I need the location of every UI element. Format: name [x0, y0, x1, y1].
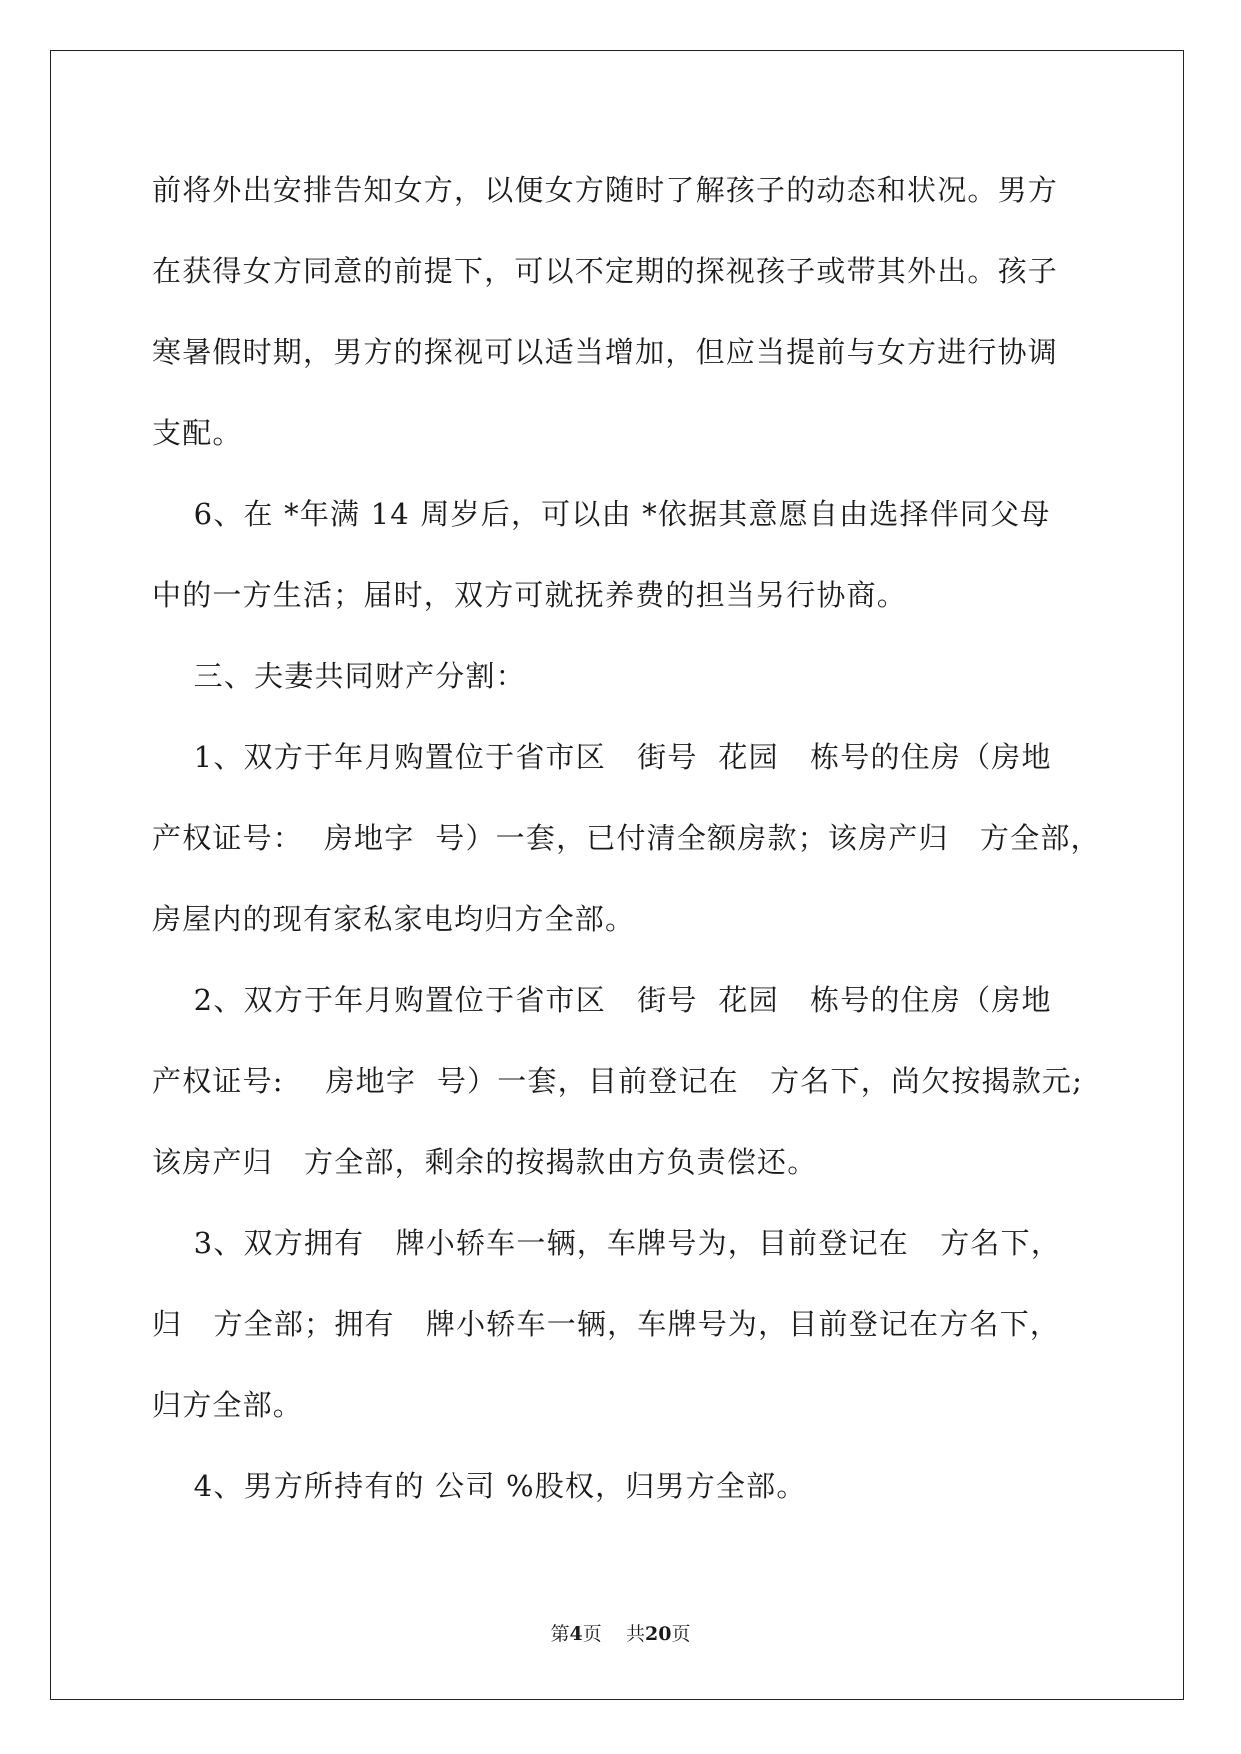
paragraph: [152, 484, 1092, 646]
footer-page-word: 页: [582, 1623, 602, 1645]
text-line: 3、双方拥有 牌小轿车一辆，车牌号为，目前登记在 方名下，: [152, 1226, 1062, 1260]
text-line: 归方全部。: [152, 1388, 304, 1422]
footer-total-prefix: 共: [625, 1623, 645, 1645]
paragraph: [152, 727, 1101, 970]
text-line: 三、夫妻共同财产分割：: [152, 659, 526, 693]
text-line: 2、双方于年月购置位于省市区 街号 花园 栋号的住房（房地: [152, 983, 1052, 1017]
text-line: 6、在 *年满 14 周岁后，可以由 *依据其意愿自由选择伴同父母: [152, 497, 1051, 531]
text-line: 产权证号： 房地字 号）一套，已付清全额房款；该房产归 方全部，: [152, 821, 1101, 855]
text-line: 该房产归 方全部，剩余的按揭款由方负责偿还。: [152, 1145, 818, 1179]
text-line: 1、双方于年月购置位于省市区 街号 花园 栋号的住房（房地: [152, 740, 1052, 774]
text-line: 4、男方所持有的 公司 %股权，归男方全部。: [152, 1469, 807, 1503]
text-line: 归 方全部；拥有 牌小轿车一辆，车牌号为，目前登记在方名下，: [152, 1307, 1061, 1341]
total-page-number: 20: [644, 1623, 672, 1645]
text-line: 支配。: [152, 416, 243, 450]
paragraph: [152, 1456, 1092, 1537]
section-heading: [152, 646, 1092, 727]
page-footer: [0, 1622, 1241, 1646]
text-line: 产权证号: 房地字 号）一套，目前登记在 方名下，尚欠按揭款元;: [152, 1064, 1084, 1098]
text-line: 寒暑假时期，男方的探视可以适当增加，但应当提前与女方进行协调: [152, 335, 1059, 369]
paragraph: [152, 970, 1092, 1213]
paragraph: [152, 1213, 1092, 1456]
footer-total-suffix: 页: [671, 1623, 691, 1645]
text-line: 中的一方生活；届时，双方可就抚养费的担当另行协商。: [152, 578, 908, 612]
footer-prefix: 第: [550, 1623, 570, 1645]
text-line: 在获得女方同意的前提下，可以不定期的探视孩子或带其外出。孩子: [152, 254, 1059, 288]
text-line: 前将外出安排告知女方，以便女方随时了解孩子的动态和状况。男方: [152, 173, 1059, 207]
text-line: 房屋内的现有家私家电均归方全部。: [152, 902, 636, 936]
current-page-number: 4: [569, 1623, 583, 1645]
document-body: [152, 160, 1101, 1537]
paragraph: [152, 160, 1092, 484]
